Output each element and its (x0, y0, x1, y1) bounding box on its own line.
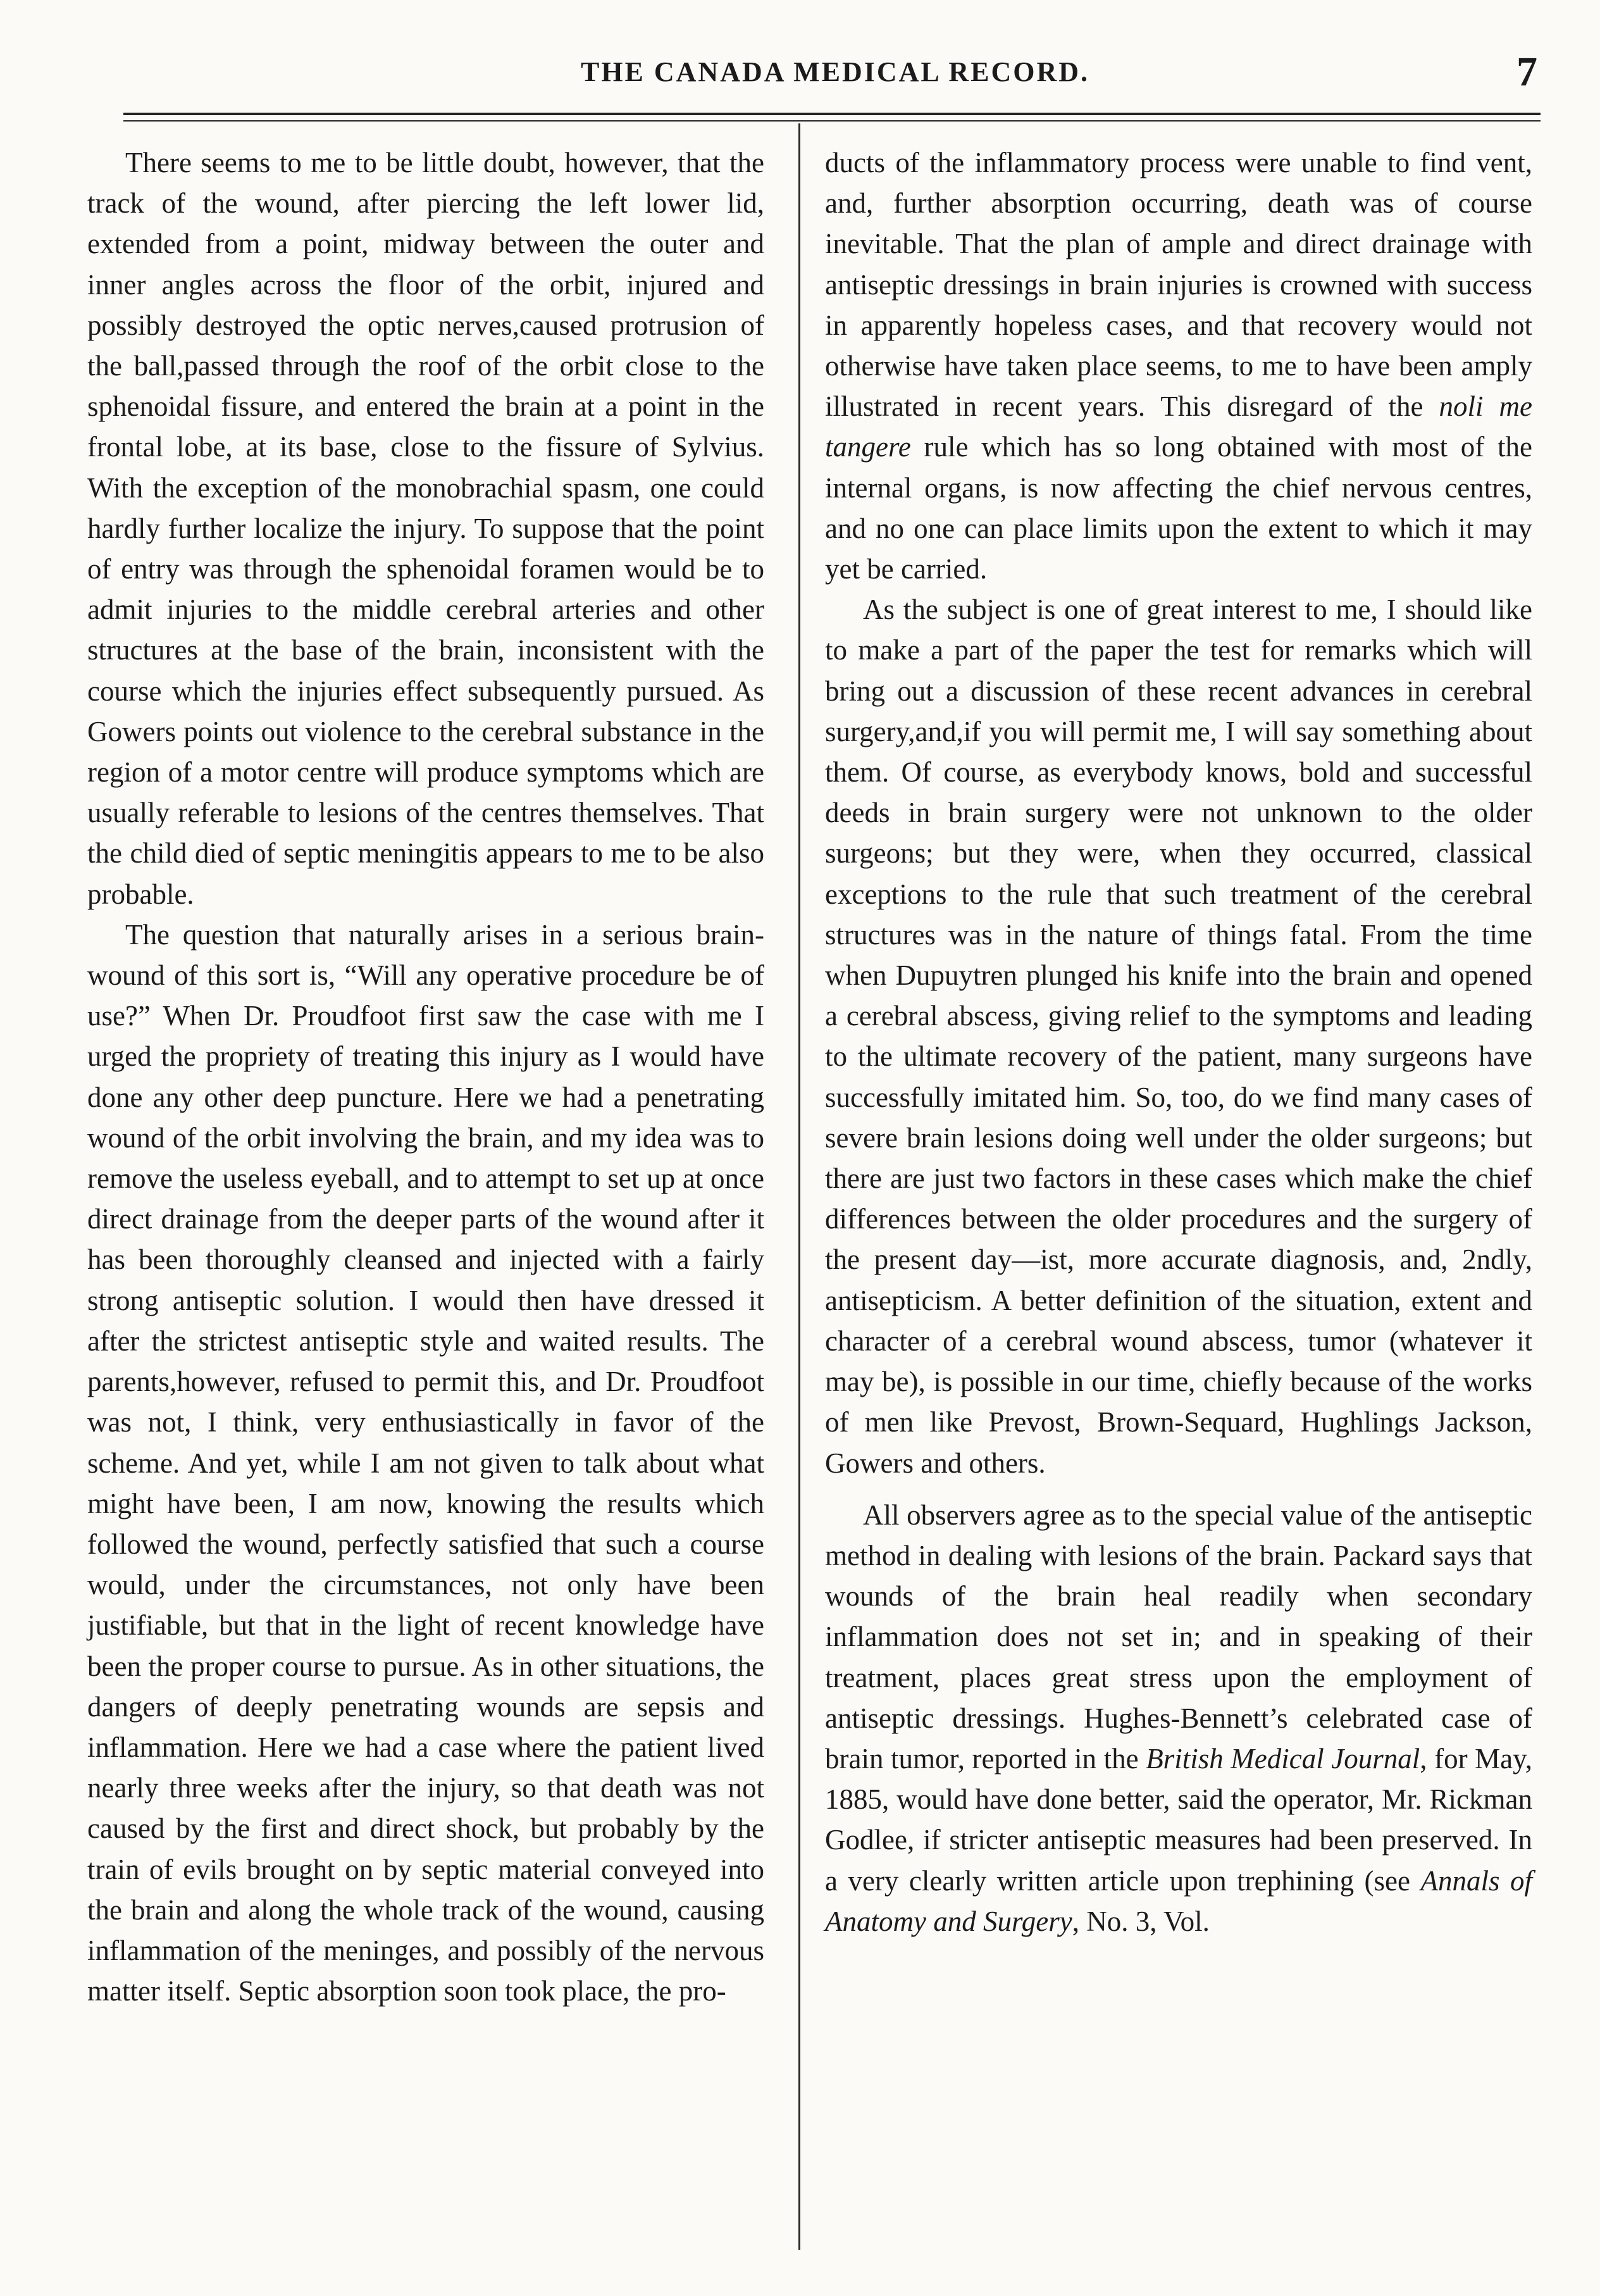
column-divider (798, 123, 800, 2250)
page-number: 7 (1516, 49, 1537, 95)
paragraph: The question that naturally arises in a serious brain-wound of this sort is, “Will any operative procedure be of use?” When Dr. Proudfoot first saw the case with me I urged the propriety of treating this injury as I would have done any other deep puncture. Here we had a penetrating wound of the orbit involving the brain, and my idea was to remove the useless eyeball, and to attempt to set up at once direct drainage from the deeper parts of the wound after it has been thoroughly cleansed and injected with a fairly strong antiseptic solution. I would then have dressed it after the strictest antiseptic style and waited results. The parents,however, refused to permit this, and Dr. Proudfoot was not, I think, very enthusiastically in favor of the scheme. And yet, while I am not given to talk about what might have been, I am now, knowing the results which followed the wound, perfectly satisfied that such a course would, under the circumstances, not only have been justifiable, but that in the light of recent knowledge have been the proper course to pursue. As in other situations, the dangers of deeply penetrating wounds are sepsis and inflammation. Here we had a case where the patient lived nearly three weeks after the injury, so that death was not caused by the first and direct shock, but probably by the train of evils brought on by septic material conveyed into the brain and along the whole track of the wound, causing inflammation of the meninges, and possibly of the nervous matter itself. Septic absorption soon took place, the pro- (87, 918, 764, 2007)
right-column (825, 142, 1532, 1942)
page-header (120, 49, 1550, 106)
paragraph (825, 142, 1532, 589)
paragraph-text: ducts of the inflammatory process were unable to find vent, and, further absorption occurring, death was of course inevitable. That the plan of ample and direct drainage with antiseptic dressings in brain injuries is crowned with success in apparently hopeless cases, and that recovery would not otherwise have taken place seems, to me to have been amply illustrated in recent years. This disregard of the (825, 147, 1532, 423)
paragraph (825, 1495, 1532, 1942)
header-rule (123, 113, 1541, 115)
paragraph-text: All observers agree as to the special value of the antiseptic method in dealing with lesions of the brain. Packard says that wounds of the brain heal readily when secondary inflammation does not set in; and in speaking of their treatment, places great stress upon the employment of antiseptic dressings. Hughes-Bennett’s celebrated case of brain tumor, reported in the (825, 1499, 1532, 1775)
italic-phrase: noli me tangere (825, 390, 1532, 463)
paragraph-text: , for May, 1885, would have done better, said the operator, Mr. Rickman Godlee, if stricter antiseptic measures had been preserved. In a very clearly written article upon trephining (see (825, 1742, 1532, 1897)
journal-title: British Medical Journal (1146, 1742, 1420, 1775)
journal-title: Annals of Anatomy and Surgery (825, 1864, 1532, 1937)
paragraph-text: rule which has so long obtained with most of the internal organs, is now affecting the chief nervous centres, and no one can place limits upon the extent to which it may yet be carried. (825, 431, 1532, 585)
paragraph: There seems to me to be little doubt, however, that the track of the wound, after piercing the left lower lid, extended from a point, midway between the outer and inner angles across the floor of the orbit, injured and possibly destroyed the optic nerves,caused protrusion of the ball,passed through the roof of the orbit close to the sphenoidal fissure, and entered the brain at a point in the frontal lobe, at its base, close to the fissure of Sylvius. With the exception of the monobrachial spasm, one could hardly further localize the injury. To suppose that the point of entry was through the sphenoidal foramen would be to admit injuries to the middle cerebral arteries and other structures at the base of the brain, inconsistent with the course which the injuries effect subsequently pursued. As Gowers points out violence to the cerebral substance in the region of a motor centre will produce symptoms which are usually referable to lesions of the centres themselves. That the child died of septic meningitis appears to me to be also probable. (87, 147, 764, 910)
header-rule-thin (123, 120, 1541, 122)
running-title: THE CANADA MEDICAL RECORD. (580, 56, 1090, 87)
left-column (87, 142, 764, 2011)
paragraph-text: , No. 3, Vol. (1072, 1905, 1210, 1937)
paragraph: As the subject is one of great interest to me, I should like to make a part of the paper the test for remarks which will bring out a discussion of these recent advances in cerebral surgery,and,if you will permit me, I will say something about them. Of course, as everybody knows, bold and successful deeds in brain surgery were not unknown to the older surgeons; but they were, when they occurred, classical exceptions to the rule that such treatment of the cerebral structures was in the nature of things fatal. From the time when Dupuytren plunged his knife into the brain and opened a cerebral abscess, giving relief to the symptoms and leading to the ultimate recovery of the patient, many surgeons have successfully imitated him. So, too, do we find many cases of severe brain lesions doing well under the older surgeons; but there are just two factors in these cases which make the chief differences between the older procedures and the surgery of the present day—ist, more accurate diagnosis, and, 2ndly, antisepticism. A better definition of the situation, extent and character of a cerebral wound abscess, tumor (whatever it may be), is possible in our time, chiefly because of the works of men like Prevost, Brown-Sequard, Hughlings Jackson, Gowers and others. (825, 594, 1532, 1479)
